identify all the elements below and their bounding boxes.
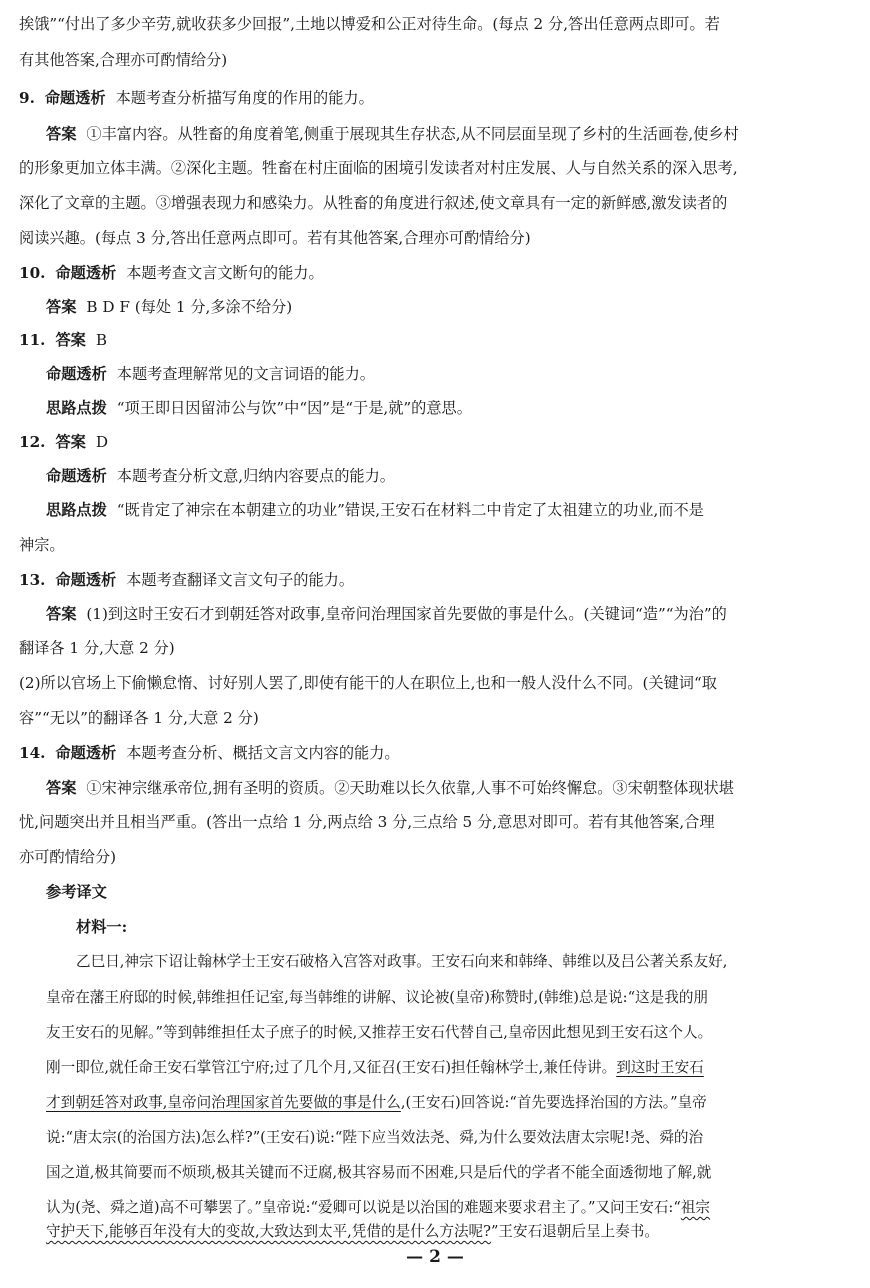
answer-line <box>46 778 734 798</box>
analysis-text: 本题考查文言文断句的能力。 <box>126 264 324 282</box>
label-analysis: 命题透析 <box>55 264 117 282</box>
body-line: 挨饿”“付出了多少辛劳,就收获多少回报”,土地以博爱和公正对待生命。(每点 2 分,答出任意两点即可。若 <box>19 15 720 33</box>
hint-line: 神宗。 <box>19 536 65 554</box>
answer-text: D <box>95 433 108 451</box>
label-answer: 答案 <box>46 605 77 623</box>
answer-line: 深化了文章的主题。③增强表现力和感染力。从牲畜的角度进行叙述,使文章具有一定的新鲜感,激发读者的 <box>19 194 728 212</box>
question-number: 9. <box>19 89 35 107</box>
answer-line <box>46 604 727 624</box>
translation-line: 说:“唐太宗(的治国方法)怎么样?”(王安石)说:“陛下应当效法尧、舜,为什么要效法唐太宗呢!尧、舜的治 <box>46 1129 704 1146</box>
answer-text: ①丰富内容。从牲畜的角度着笔,侧重于展现其生存状态,从不同层面呈现了乡村的生活画卷,使乡村 <box>86 125 739 143</box>
question-number: 12. <box>19 433 46 451</box>
hint-text: “既肯定了神宗在本朝建立的功业”错误,王安石在材料二中肯定了太祖建立的功业,而不是 <box>116 501 704 519</box>
question-number: 10. <box>19 264 46 282</box>
label-answer: 答案 <box>46 779 77 797</box>
label-hint: 思路点拨 <box>46 501 107 519</box>
label-analysis: 命题透析 <box>55 571 117 589</box>
translation-line <box>46 1093 707 1113</box>
translation-line <box>46 1058 704 1078</box>
label-answer: 答案 <box>55 331 86 349</box>
translation-text: ”王安石退朝后呈上奏书。 <box>490 1223 659 1240</box>
answer-line: 阅读兴趣。(每点 3 分,答出任意两点即可。若有其他答案,合理亦可酌情给分) <box>19 229 531 247</box>
analysis-line <box>46 364 375 384</box>
question-11-header <box>19 330 107 350</box>
analysis-text: 本题考查分析文意,归纳内容要点的能力。 <box>116 467 395 485</box>
question-10-header <box>19 263 324 283</box>
label-answer: 答案 <box>46 298 77 316</box>
answer-text: B D F (每处 1 分,多涂不给分) <box>86 298 293 316</box>
answer-line <box>46 124 739 144</box>
label-hint: 思路点拨 <box>46 399 107 417</box>
analysis-text: 本题考查翻译文言文句子的能力。 <box>126 571 354 589</box>
body-line: 有其他答案,合理亦可酌情给分) <box>19 51 228 69</box>
label-analysis: 命题透析 <box>55 744 117 762</box>
label-analysis: 命题透析 <box>46 467 107 485</box>
hint-line <box>46 398 472 418</box>
analysis-text: 本题考查分析、概括文言文内容的能力。 <box>126 744 400 762</box>
translation-line <box>46 1222 659 1242</box>
label-analysis: 命题透析 <box>44 89 106 107</box>
translation-line: 国之道,极其简要而不烦琐,极其关键而不迂腐,极其容易而不困难,只是后代的学者不能全面透彻地了解,就 <box>46 1164 712 1181</box>
question-12-header <box>19 432 108 452</box>
question-number: 11. <box>19 331 46 349</box>
answer-line: 忧,问题突出并且相当严重。(答出一点给 1 分,两点给 3 分,三点给 5 分,意思对即可。若有其他答案,合理 <box>19 813 715 831</box>
answer-line: (2)所以官场上下偷懒怠惰、讨好别人罢了,即使有能干的人在职位上,也和一般人没什么不同。(关键词“取 <box>19 674 717 692</box>
translation-line: 友王安石的见解。”等到韩维担任太子庶子的时候,又推荐王安石代替自己,皇帝因此想见到王安石这个人。 <box>46 1024 713 1041</box>
wavy-underlined-sentence: 守护天下,能够百年没有大的变故,大致达到太平,凭借的是什么方法呢? <box>46 1223 491 1240</box>
question-number: 13. <box>19 571 46 589</box>
question-13-header <box>19 570 354 590</box>
underlined-sentence: 到这时王安石 <box>616 1059 704 1076</box>
answer-text: (1)到这时王安石才到朝廷答对政事,皇帝问治理国家首先要做的事是什么。(关键词“造”“为治”的 <box>86 605 727 623</box>
underlined-sentence: 才到朝廷答对政事,皇帝问治理国家首先要做的事是什么 <box>46 1094 401 1111</box>
page-number: — 2 — <box>406 1247 464 1267</box>
translation-line <box>46 1198 710 1218</box>
translation-text: 刚一即位,就任命王安石掌管江宁府;过了几个月,又征召(王安石)担任翰林学士,兼任侍讲。 <box>46 1059 617 1076</box>
label-answer: 答案 <box>55 433 86 451</box>
hint-text: “项王即日因留沛公与饮”中“因”是“于是,就”的意思。 <box>116 399 472 417</box>
answer-line: 亦可酌情给分) <box>19 848 117 866</box>
translation-line: 乙巳日,神宗下诏让翰林学士王安石破格入宫答对政事。王安石向来和韩绛、韩维以及吕公著关系友好, <box>76 953 728 970</box>
analysis-line <box>46 466 395 486</box>
answer-line <box>46 297 292 317</box>
answer-line: 的形象更加立体丰满。②深化主题。牲畜在村庄面临的困境引发读者对村庄发展、人与自然关系的深入思考, <box>19 159 738 177</box>
translation-text: 认为(尧、舜之道)高不可攀罢了。”皇帝说:“爱卿可以说是以治国的难题来要求君主了。”又问王安石:“ <box>46 1199 681 1216</box>
question-number: 14. <box>19 744 46 762</box>
answer-text: ①宋神宗继承帝位,拥有圣明的资质。②天助难以长久依靠,人事不可始终懈怠。③宋朝整体现状堪 <box>86 779 734 797</box>
answer-line: 翻译各 1 分,大意 2 分) <box>19 639 175 657</box>
answer-line: 容”“无以”的翻译各 1 分,大意 2 分) <box>19 709 259 727</box>
answer-text: B <box>95 331 107 349</box>
hint-line <box>46 500 704 520</box>
wavy-underlined-sentence: 祖宗 <box>680 1199 711 1216</box>
analysis-text: 本题考查分析描写角度的作用的能力。 <box>115 89 374 107</box>
reference-translation-title: 参考译文 <box>46 883 107 901</box>
translation-text: ,(王安石)回答说:“首先要选择治国的方法。”皇帝 <box>400 1094 707 1111</box>
question-14-header <box>19 743 400 763</box>
material-one-title: 材料一: <box>76 918 128 936</box>
label-answer: 答案 <box>46 125 77 143</box>
label-analysis: 命题透析 <box>46 365 107 383</box>
question-9-header <box>19 88 374 108</box>
analysis-text: 本题考查理解常见的文言词语的能力。 <box>116 365 375 383</box>
translation-line: 皇帝在藩王府邸的时候,韩维担任记室,每当韩维的讲解、议论被(皇帝)称赞时,(韩维)总是说:“这是我的朋 <box>46 989 709 1006</box>
